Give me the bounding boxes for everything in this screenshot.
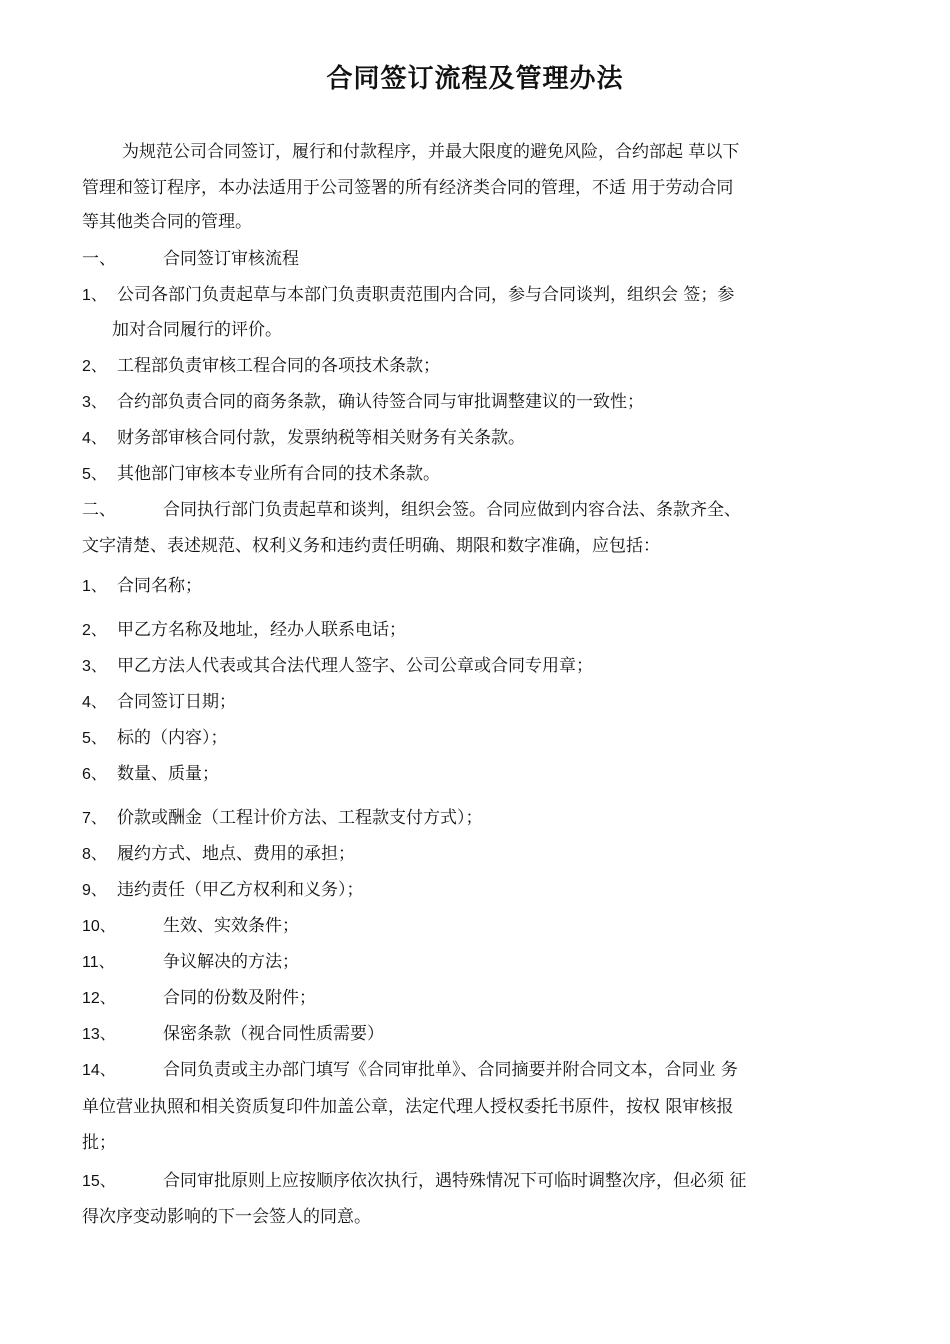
item-number: 4、 <box>82 694 107 711</box>
item-number: 9、 <box>82 882 107 899</box>
section-2-heading-continuation: 文字清楚、表述规范、权利义务和违约责任明确、期限和数字准确，应包括： <box>82 536 660 556</box>
item-number: 4、 <box>82 430 107 447</box>
list-item <box>82 918 872 935</box>
section-1-heading <box>82 251 872 268</box>
list-item <box>82 1026 872 1043</box>
list-item <box>82 694 872 711</box>
section-title: 合同执行部门负责起草和谈判，组织会签。合同应做到内容合法、条款齐全、 <box>163 500 741 520</box>
item-number: 7、 <box>82 810 107 827</box>
list-item <box>82 990 872 1007</box>
item-number: 1、 <box>82 287 107 304</box>
item-text: 公司各部门负责起草与本部门负责职责范围内合同，参与合同谈判，组织会 签；参 <box>117 285 735 305</box>
list-item <box>82 730 872 747</box>
list-item <box>82 1173 872 1190</box>
item-number: 12、 <box>82 990 116 1007</box>
list-item <box>82 358 872 375</box>
item-number: 2、 <box>82 622 107 639</box>
item-text: 标的（内容）； <box>117 728 228 748</box>
list-item <box>82 882 872 899</box>
item-text: 价款或酬金（工程计价方法、工程款支付方式）； <box>117 808 483 828</box>
intro-line: 为规范公司合同签订，履行和付款程序，并最大限度的避免风险，合约部起 草以下 <box>122 142 740 162</box>
item-text: 争议解决的方法； <box>163 952 299 972</box>
list-item <box>82 658 872 675</box>
list-item <box>82 466 872 483</box>
item-text: 甲乙方名称及地址，经办人联系电话； <box>117 620 406 640</box>
item-number: 6、 <box>82 766 107 783</box>
section-2-heading <box>82 502 872 519</box>
item-number: 1、 <box>82 578 107 595</box>
item-text: 其他部门审核本专业所有合同的技术条款。 <box>117 464 440 484</box>
item-text: 合同负责或主办部门填写《合同审批单》、合同摘要并附合同文本，合同业 务 <box>163 1060 738 1080</box>
list-item <box>82 622 872 639</box>
item-text-continuation: 单位营业执照和相关资质复印件加盖公章，法定代理人授权委托书原件，按权 限审核报 <box>82 1097 734 1117</box>
list-item <box>82 430 872 447</box>
list-item <box>82 394 872 411</box>
item-number: 13、 <box>82 1026 116 1043</box>
item-number: 10、 <box>82 918 116 935</box>
item-text: 数量、质量； <box>117 764 219 784</box>
section-title: 合同签订审核流程 <box>163 249 299 269</box>
item-number: 2、 <box>82 358 107 375</box>
item-text-continuation: 得次序变动影响的下一会签人的同意。 <box>82 1207 371 1227</box>
intro-line: 管理和签订程序，本办法适用于公司签署的所有经济类合同的管理，不适 用于劳动合同 <box>82 178 734 198</box>
item-number: 5、 <box>82 466 107 483</box>
item-text: 违约责任（甲乙方权利和义务）； <box>117 880 364 900</box>
item-number: 5、 <box>82 730 107 747</box>
intro-line: 等其他类合同的管理。 <box>82 212 252 232</box>
section-number: 二、 <box>82 500 116 520</box>
list-item <box>82 766 872 783</box>
list-item <box>82 287 872 304</box>
item-text: 合同名称； <box>117 576 202 596</box>
list-item <box>82 1062 872 1079</box>
item-text: 工程部负责审核工程合同的各项技术条款； <box>117 356 440 376</box>
item-text: 合同审批原则上应按顺序依次执行，遇特殊情况下可临时调整次序，但必须 征 <box>163 1171 747 1191</box>
document-title: 合同签订流程及管理办法 <box>326 64 624 94</box>
item-number: 3、 <box>82 658 107 675</box>
list-item <box>82 578 872 595</box>
item-text: 财务部审核合同付款，发票纳税等相关财务有关条款。 <box>117 428 525 448</box>
item-number: 8、 <box>82 846 107 863</box>
item-number: 14、 <box>82 1062 116 1079</box>
item-number: 3、 <box>82 394 107 411</box>
list-item <box>82 954 872 971</box>
item-number: 15、 <box>82 1173 116 1190</box>
item-text: 合同签订日期； <box>117 692 236 712</box>
item-text: 甲乙方法人代表或其合法代理人签字、公司公章或合同专用章； <box>117 656 593 676</box>
item-text-continuation: 批； <box>82 1133 116 1153</box>
list-item <box>82 846 872 863</box>
item-text: 保密条款（视合同性质需要） <box>163 1024 384 1044</box>
item-text: 合约部负责合同的商务条款，确认待签合同与审批调整建议的一致性； <box>117 392 644 412</box>
item-number: 11、 <box>82 954 115 971</box>
list-item <box>82 810 872 827</box>
item-text: 合同的份数及附件； <box>163 988 316 1008</box>
item-text: 履约方式、地点、费用的承担； <box>117 844 355 864</box>
item-text: 生效、实效条件； <box>163 916 299 936</box>
section-number: 一、 <box>82 249 116 269</box>
item-text-continuation: 加对合同履行的评价。 <box>112 320 282 340</box>
